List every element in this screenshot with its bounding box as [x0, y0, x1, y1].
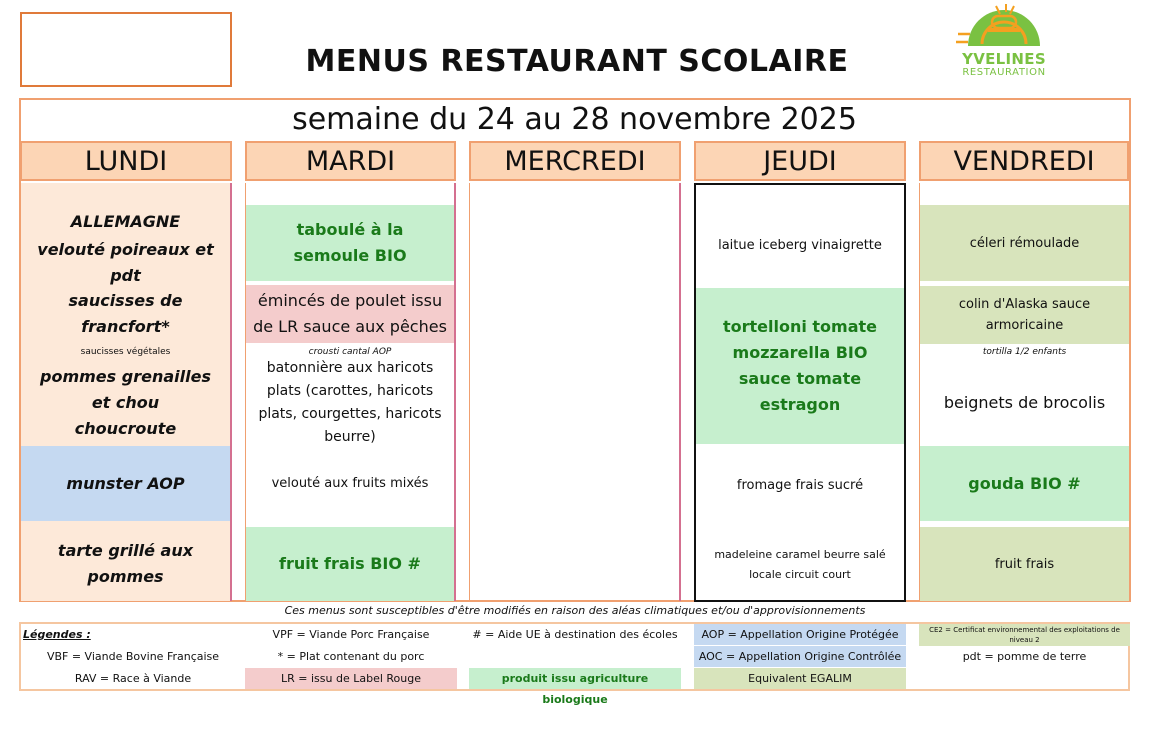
day-header-jeudi: JEUDI	[694, 141, 906, 181]
mardi-main: émincés de poulet issu de LR sauce aux pêches	[246, 285, 454, 343]
mardi-main-alt: crousti cantal AOP	[308, 347, 392, 357]
page-title: MENUS RESTAURANT SCOLAIRE	[305, 44, 849, 79]
logo-text-yvelines: YVELINES	[962, 50, 1046, 68]
lundi-theme: ALLEMAGNE	[70, 212, 181, 231]
column-lundi	[20, 183, 232, 601]
jeudi-dessert: madeleine caramel beurre salé locale circuit court	[714, 548, 886, 581]
day-header-mercredi: MERCREDI	[469, 141, 681, 181]
logo	[948, 4, 1060, 84]
vendredi-starter: céleri rémoulade	[920, 205, 1129, 281]
jeudi-main: tortelloni tomate mozzarella BIO sauce tomate estragon	[696, 288, 904, 444]
column-vendredi	[919, 183, 1129, 601]
legend-bio: produit issu agriculture biologique	[469, 668, 681, 689]
lundi-main-alt: saucisses végétales	[80, 347, 171, 357]
legend-aoc: AOC = Appellation Origine Contrôlée	[694, 646, 906, 667]
day-header-vendredi: VENDREDI	[919, 141, 1129, 181]
legend-egalim: Equivalent EGALIM	[694, 668, 906, 689]
mardi-side: batonnière aux haricots plats (carottes, haricots plats, courgettes, haricots beurre)	[258, 360, 442, 445]
legend-hash: # = Aide UE à destination des écoles	[472, 628, 678, 641]
mardi-dessert: fruit frais BIO #	[246, 527, 454, 601]
legend-title: Légendes :	[23, 628, 91, 641]
lundi-cheese: munster AOP	[21, 446, 230, 521]
logo-text-restauration: RESTAURATION	[962, 67, 1046, 78]
mardi-dairy: velouté aux fruits mixés	[271, 476, 429, 491]
lundi-starter: velouté poireaux et pdt	[37, 240, 214, 285]
lundi-side: pommes grenailles et chou choucroute	[40, 367, 211, 438]
vendredi-main-alt: tortilla 1/2 enfants	[982, 347, 1067, 357]
jeudi-dairy: fromage frais sucré	[736, 478, 864, 493]
chef-hat-icon	[948, 4, 1060, 54]
blank-box	[20, 12, 232, 87]
legend-aop: AOP = Appellation Origine Protégée	[694, 624, 906, 645]
legend-pdt: pdt = pomme de terre	[962, 650, 1087, 663]
lundi-dessert: tarte grillé aux pommes	[57, 541, 194, 586]
legend-vpf: VPF = Viande Porc Française	[272, 628, 430, 641]
legend	[19, 622, 1130, 706]
legend-star: * = Plat contenant du porc	[277, 650, 425, 663]
week-title: semaine du 24 au 28 novembre 2025	[292, 102, 857, 137]
legend-ce2: CE2 = Certificat environnemental des exploitations de niveau 2	[919, 624, 1130, 646]
mardi-starter: taboulé à la semoule BIO	[246, 205, 454, 281]
legend-rav: RAV = Race à Viande	[74, 672, 192, 685]
jeudi-starter: laitue iceberg vinaigrette	[718, 237, 882, 253]
vendredi-side: beignets de brocolis	[943, 393, 1106, 412]
lundi-main: saucisses de francfort*	[68, 291, 183, 336]
legend-lr: LR = issu de Label Rouge	[245, 668, 457, 689]
day-header-mardi: MARDI	[245, 141, 456, 181]
legend-vbf: VBF = Viande Bovine Française	[46, 650, 220, 663]
vendredi-dessert: fruit frais	[920, 527, 1129, 601]
vendredi-cheese: gouda BIO #	[920, 446, 1129, 521]
column-jeudi	[694, 183, 906, 602]
column-mercredi	[469, 183, 681, 601]
column-mardi	[245, 183, 456, 601]
day-header-lundi: LUNDI	[20, 141, 232, 181]
disclaimer: Ces menus sont susceptibles d'être modifiés en raison des aléas climatiques et/ou d'approvisionnements	[284, 604, 866, 617]
vendredi-main: colin d'Alaska sauce armoricaine	[920, 286, 1129, 344]
